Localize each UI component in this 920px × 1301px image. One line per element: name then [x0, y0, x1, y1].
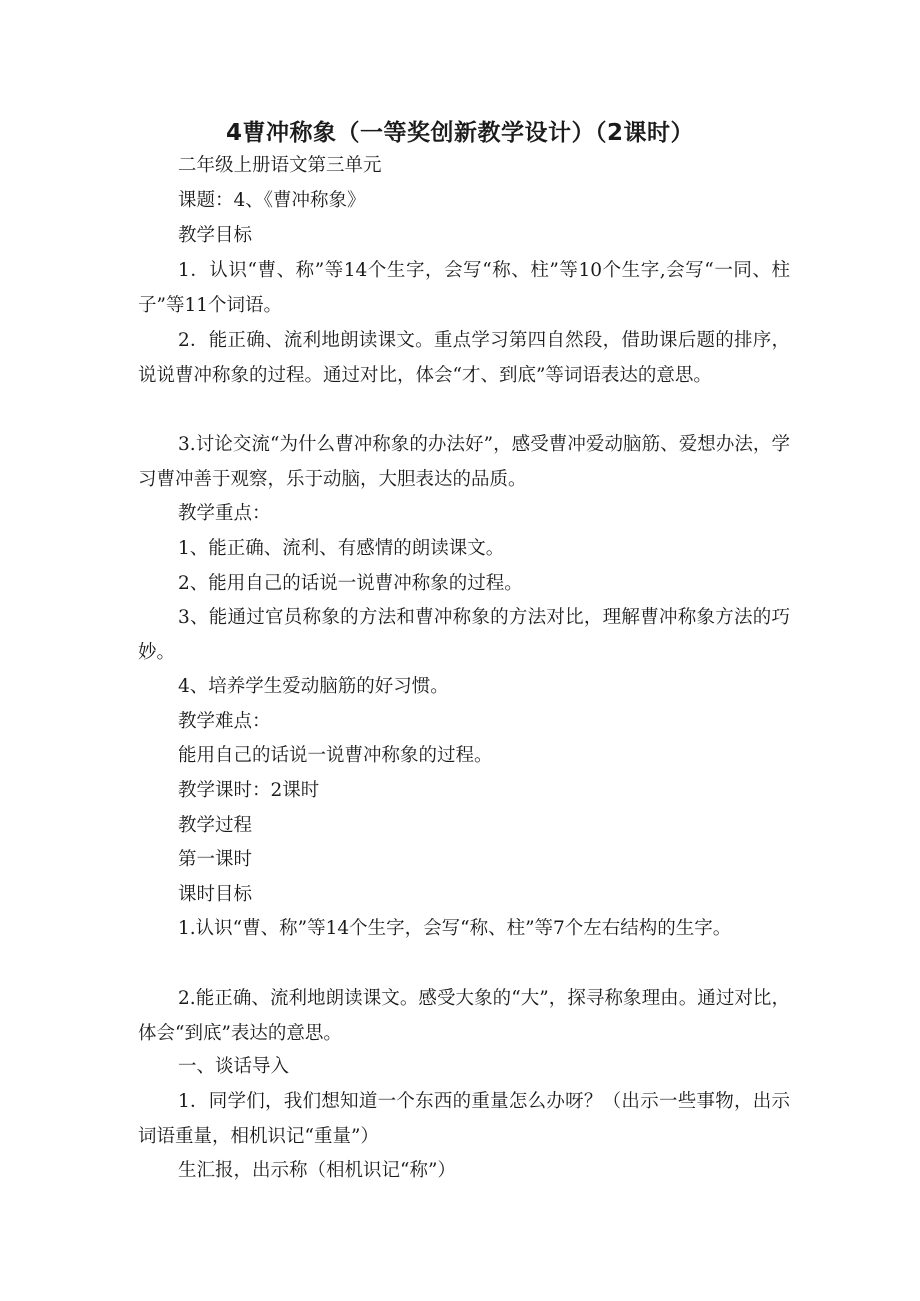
lesson-goal-1: 1.认识“曹、称”等14个生字，会写“称、柱”等7个左右结构的生字。 — [178, 918, 732, 939]
section-heading-difficulty: 教学难点： — [178, 711, 271, 732]
key-point-1: 1、能正确、流利、有感情的朗读课文。 — [178, 538, 505, 559]
section-heading-key-points: 教学重点： — [178, 503, 271, 524]
step-1: 1．同学们，我们想知道一个东西的重量怎么办呀？（出示一些事物，出示词语重量，相机识记“重量”） — [138, 1091, 790, 1147]
goal-1: 1．认识“曹、称”等14个生字，会写“称、柱”等10个生字,会写“一同、柱子”等11个词语。 — [138, 260, 790, 316]
unit-line: 二年级上册语文第三单元 — [178, 155, 382, 176]
key-point-3: 3、能通过官员称象的方法和曹冲称象的方法对比，理解曹冲称象方法的巧妙。 — [138, 607, 790, 663]
lesson-goals-heading: 课时目标 — [178, 884, 253, 905]
lesson-goal-2: 2.能正确、流利地朗读课文。感受大象的“大”，探寻称象理由。通过对比，体会“到底”表达的意思。 — [138, 988, 790, 1044]
document-title: 4曹冲称象（一等奖创新教学设计）（2课时） — [225, 120, 694, 146]
key-point-2: 2、能用自己的话说一说曹冲称象的过程。 — [178, 573, 523, 594]
goal-3: 3.讨论交流“为什么曹冲称象的办法好”，感受曹冲爱动脑筋、爱想办法，学习曹冲善于观察，乐于动脑，大胆表达的品质。 — [138, 434, 790, 490]
section-heading-process: 教学过程 — [178, 815, 253, 836]
lesson-topic: 课题：4、《曹冲称象》 — [178, 190, 366, 211]
lesson-hours: 教学课时：2课时 — [178, 780, 320, 801]
section-heading-goals: 教学目标 — [178, 225, 253, 246]
student-report: 生汇报，出示称（相机识记“称”） — [178, 1160, 456, 1181]
key-point-4: 4、培养学生爱动脑筋的好习惯。 — [178, 676, 449, 697]
step-heading-intro: 一、谈话导入 — [178, 1056, 290, 1077]
difficulty-text: 能用自己的话说一说曹冲称象的过程。 — [178, 745, 493, 766]
first-lesson-heading: 第一课时 — [178, 849, 253, 870]
goal-2: 2．能正确、流利地朗读课文。重点学习第四自然段，借助课后题的排序，说说曹冲称象的过程。通过对比，体会“才、到底”等词语表达的意思。 — [138, 330, 790, 386]
